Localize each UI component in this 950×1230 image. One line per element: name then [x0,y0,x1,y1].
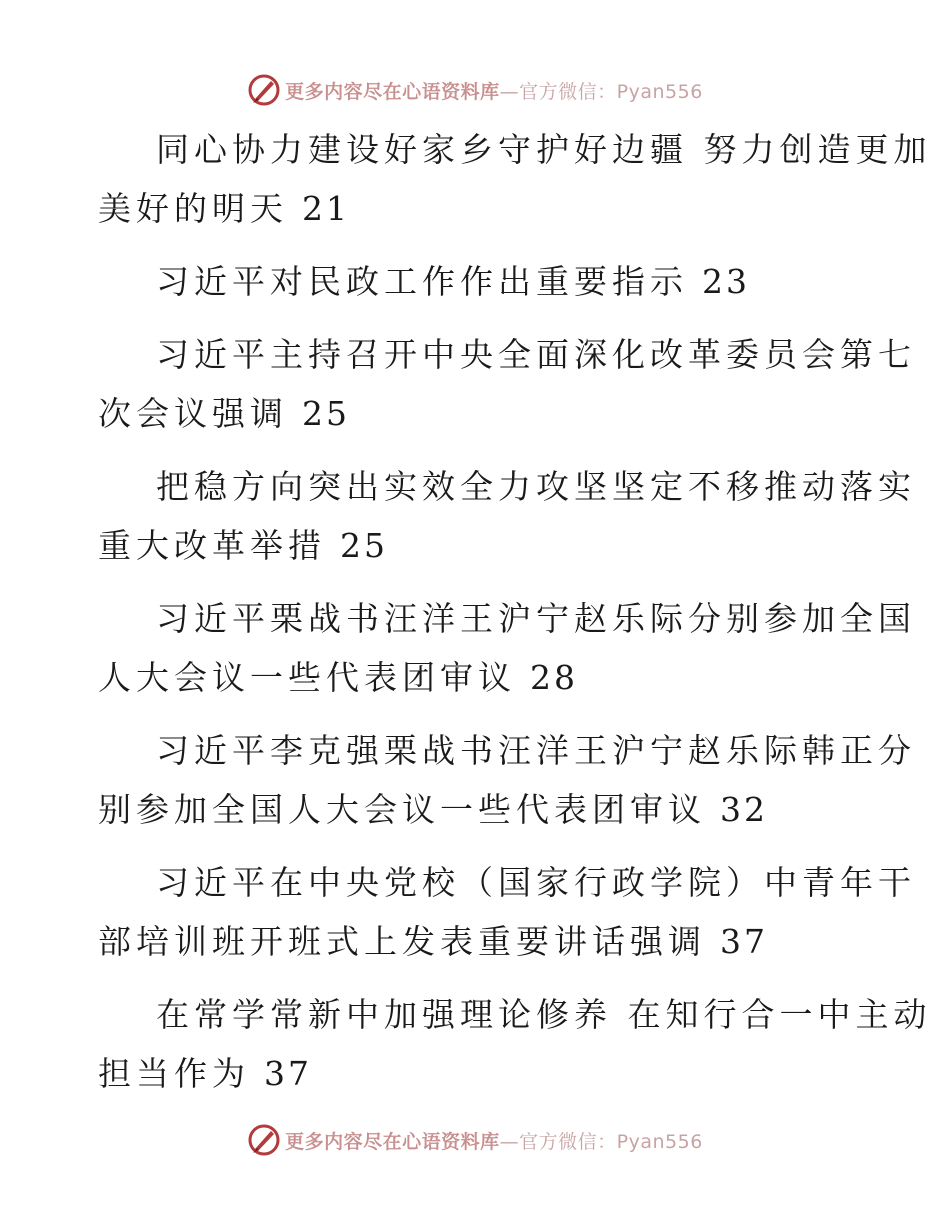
toc-page-number: 32 [720,790,768,829]
toc-entry[interactable] [98,325,916,443]
toc-page-number: 23 [702,262,750,301]
toc-entry-line: 习近平对民政工作作出重要指示 [156,262,688,301]
toc-list [98,120,932,1117]
toc-page-number: 25 [340,526,388,565]
toc-entry-line: 同心协力建设好家乡守护好边疆 努力创造更加 [156,130,932,169]
toc-entry-line: 部培训班开班式上发表重要讲话强调 [98,922,706,961]
toc-page-number: 37 [264,1054,312,1093]
toc-entry-line: 习近平主持召开中央全面深化改革委员会第七 [156,335,916,374]
toc-entry-line: 习近平在中央党校（国家行政学院）中青年干 [156,863,916,902]
watermark-brand: 更多内容尽在心语资料库 [285,80,500,103]
toc-entry[interactable] [98,457,916,575]
toc-entry-line: 把稳方向突出实效全力攻坚坚定不移推动落实 [156,467,916,506]
toc-page-number: 25 [302,394,350,433]
toc-entry-line: 重大改革举措 [98,526,326,565]
toc-page-number: 37 [720,922,768,961]
toc-entry-line: 美好的明天 [98,189,288,228]
toc-entry-line: 在常学常新中加强理论修养 在知行合一中主动 [156,995,932,1034]
toc-entry[interactable] [98,252,858,311]
toc-entry[interactable] [98,985,932,1103]
toc-entry-line: 习近平李克强栗战书汪洋王沪宁赵乐际韩正分 [156,731,916,770]
watermark-footer [0,1120,950,1160]
toc-entry[interactable] [98,721,916,839]
toc-page-number: 21 [302,189,350,228]
pen-logo-icon [247,1123,281,1157]
toc-entry[interactable] [98,589,916,707]
toc-entry[interactable] [98,120,932,238]
watermark-header [0,70,950,110]
toc-entry-line: 习近平栗战书汪洋王沪宁赵乐际分别参加全国 [156,599,916,638]
toc-entry-line: 人大会议一些代表团审议 [98,658,516,697]
toc-entry-line: 担当作为 [98,1054,250,1093]
watermark-contact: —官方微信：Pyan556 [499,80,703,103]
watermark-contact: —官方微信：Pyan556 [499,1130,703,1153]
toc-entry-line: 次会议强调 [98,394,288,433]
toc-entry[interactable] [98,853,916,971]
toc-page-number: 28 [530,658,578,697]
watermark-brand: 更多内容尽在心语资料库 [285,1130,500,1153]
pen-logo-icon [247,73,281,107]
toc-entry-line: 别参加全国人大会议一些代表团审议 [98,790,706,829]
